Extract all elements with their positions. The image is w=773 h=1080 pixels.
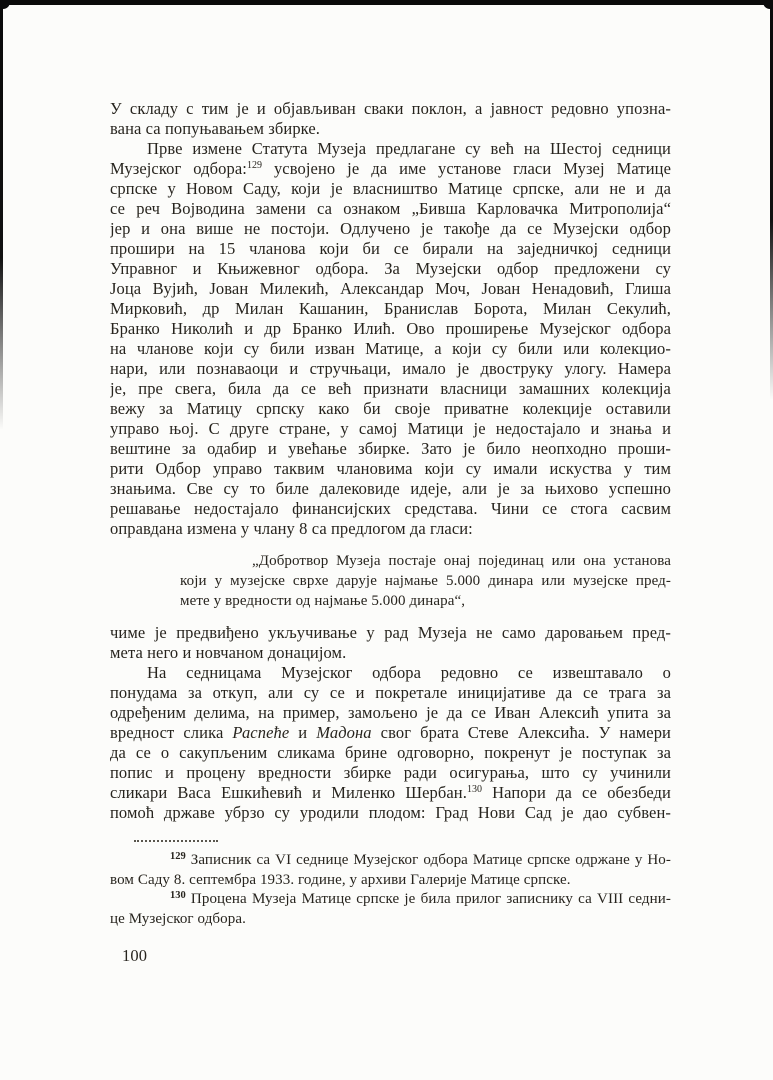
text-line: прошири на 15 чланова који би се бирали на заједничкој седници [110, 239, 671, 258]
text-line: вана са попуњавањем збирке. [110, 119, 321, 138]
text-segment: Напори да се обезбеди [481, 783, 671, 802]
text-line: Јоца Вујић, Јован Милекић, Александар Моч, Јован Ненадовић, Глиша [110, 279, 671, 298]
text-line [110, 783, 671, 803]
text-segment: усвојено је да име установе гласи Музеј Матице [261, 159, 671, 178]
paragraph-2 [110, 139, 671, 539]
text-line: помоћ државе убрзо су уродили плодом: Град Нови Сад је дао субвен- [110, 803, 671, 822]
block-quote [110, 551, 671, 611]
text-line: рити Одбор управо таквим члановима који су имали искуства у тим [110, 459, 671, 478]
text-line: оправдана измена у члану 8 са предлогом да гласи: [110, 519, 473, 538]
text-line [110, 723, 671, 743]
text-segment: сликари Васа Ешкићевић и Миленко Шербан. [110, 783, 467, 802]
text-line: на чланове који су били изван Матице, а који су били или колекцио- [110, 339, 671, 358]
text-segment: Записник са VI седнице Музејског одбора Матице српске одржане у Но- [185, 852, 671, 868]
text-line [110, 890, 671, 910]
text-line: да се о сакупљеним сликама брине одговорно, покренут је поступак за [110, 743, 671, 762]
text-line: одређеним делима, на пример, замољено је да се Иван Алексић упита за [110, 703, 671, 722]
text-line: нари, или познаваоци и стручњаци, имало је двоструку улогу. Намера [110, 359, 671, 378]
text-segment: Музејског одбора: [110, 159, 247, 178]
text-line: Прве измене Статута Музеја предлагане су већ на Шестој седници [147, 139, 671, 158]
footnote-reference-130: 130 [466, 784, 482, 795]
footnote-reference-129: 129 [246, 160, 262, 171]
footnote-130 [110, 890, 671, 929]
footnote-marker: 130 [170, 890, 186, 901]
scan-edge-left [0, 0, 3, 430]
text-segment: и [289, 723, 317, 742]
text-line: Управног и Књижевног одбора. За Музејски одбор предложени су [110, 259, 671, 278]
text-segment: Процена Музеја Матице српске је била прилог записнику са VIII седни- [185, 891, 671, 907]
text-line: попис и процену вредности збирке ради осигурања, што су учинили [110, 763, 671, 782]
text-line: мета него и новчаном донацијом. [110, 643, 347, 662]
text-line [110, 159, 671, 179]
text-line: Бранко Николић и др Бранко Илић. Ово проширење Музејског одбора [110, 319, 671, 338]
text-line: српске у Новом Саду, који је власништво Матице српске, али не и да [110, 179, 671, 198]
text-line: се реч Војводина замени са ознаком „Бивша Карловачка Митрополија“ [110, 199, 671, 218]
artwork-title: Распеће [232, 723, 290, 742]
paragraph-4 [110, 663, 671, 823]
footnote-marker: 129 [170, 851, 186, 862]
page-number: 100 [122, 946, 148, 965]
text-line: који у музејске сврхе дарује најмање 5.000 динара или музејске пред- [180, 573, 671, 589]
text-line: решавање недостајало финансијских средстава. Чини се стога сасвим [110, 499, 671, 518]
text-line: У складу с тим је и објављиван сваки поклон, а јавност редовно упозна- [110, 99, 671, 118]
text-line: јер и она више не постоји. Одлучено је такође да се Музејски одбор [110, 219, 671, 238]
text-line: На седницама Музејског одбора редовно се извештавало о [147, 663, 671, 682]
scan-corner-top-right [763, 0, 773, 9]
text-line: це Музејског одбора. [110, 910, 246, 927]
text-segment: свог брата Стеве Алексића. У намери [371, 723, 671, 742]
text-line: вежу за Матицу српску како би своје приватне колекције оставили [110, 399, 671, 418]
text-line: Мирковић, др Милан Кашанин, Бранислав Борота, Милан Секулић, [110, 299, 671, 318]
text-line: „Добротвор Музеја постаје онај појединац или она установа [252, 553, 671, 569]
text-line: чиме је предвиђено укључивање у рад Музеја не само даровањем пред- [110, 623, 671, 642]
text-line: вом Саду 8. септембра 1933. године, у архиви Галерије Матице српске. [110, 871, 571, 888]
text-line: вештине за одабир и увећање збирке. Зато је било неопходно проши- [110, 439, 671, 458]
footnote-separator [134, 840, 218, 846]
artwork-title: Мадона [316, 723, 372, 742]
paragraph-3 [110, 623, 671, 663]
footnotes [110, 851, 671, 929]
text-line: знањима. Све су то биле далековиде идеје, али је за њихово успешно [110, 479, 671, 498]
text-segment: вредност слика [110, 723, 233, 742]
body-text [110, 99, 671, 966]
paragraph-1 [110, 99, 671, 139]
scan-edge-top [0, 0, 773, 5]
scan-corner-top-left [0, 0, 10, 9]
footnote-129 [110, 851, 671, 890]
text-line: понудама за откуп, али су се и покретале иницијативе да се трага за [110, 683, 671, 702]
text-line: мете у вредности од најмање 5.000 динара“, [180, 593, 466, 609]
text-line: је, пре свега, била да се већ признати власници замашних колекција [110, 379, 671, 398]
text-line [110, 851, 671, 871]
text-line: управо њој. С друге стране, у самој Матици је недостајало и знања и [110, 419, 671, 438]
